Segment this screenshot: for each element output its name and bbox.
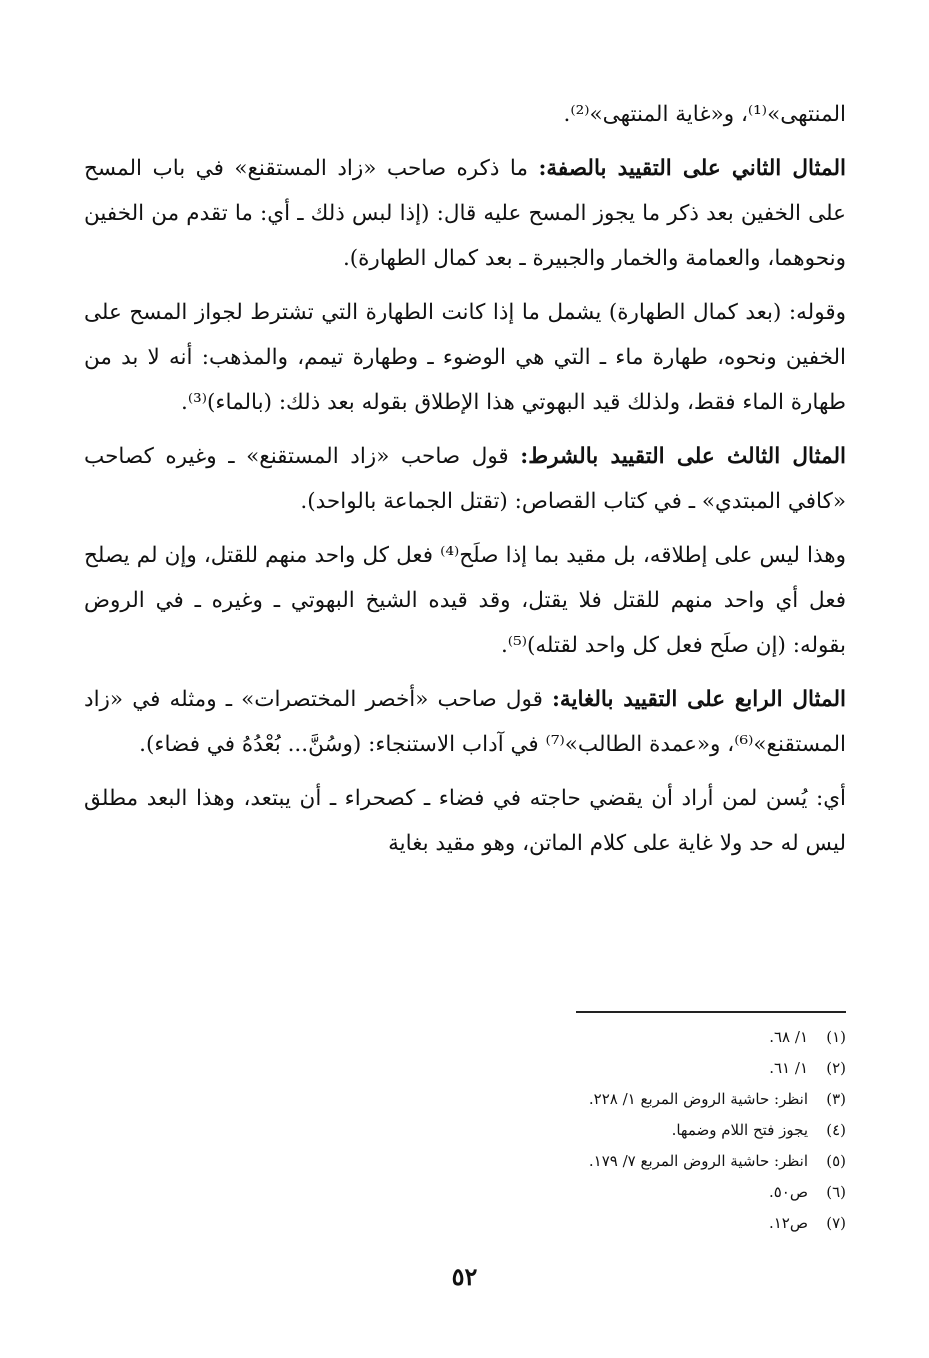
footnote-number: (٣) (826, 1090, 846, 1108)
footnote-number: (٧) (826, 1214, 846, 1232)
paragraph-1-text: المنتهى»⁽¹⁾، و«غاية المنتهى»⁽²⁾. (563, 102, 846, 127)
footnote-7 (396, 1208, 846, 1239)
page-number: ٥٢ (451, 1262, 478, 1291)
footnote-text: انظر: حاشية الروض المربع ٧/ ١٧٩. (588, 1152, 808, 1170)
paragraph-3-text: وقوله: (بعد كمال الطهارة) يشمل ما إذا كانت الطهارة التي تشترط لجواز المسح على الخفين ونحوه، طهارة ماء ـ التي هي الوضوء ـ وطهارة تيمم، والمذهب: أنه لا بد من طهارة الماء فقط، ولذلك قيد البهوتي هذا الإطلاق بقوله بعد ذلك: (بالماء)⁽³⁾. (84, 300, 846, 415)
paragraph-7 (84, 776, 846, 866)
footnote-1 (396, 1022, 846, 1053)
paragraph-6 (84, 677, 846, 767)
footnote-number: (٤) (826, 1121, 846, 1139)
footnote-2 (396, 1053, 846, 1084)
main-text (84, 92, 846, 875)
footnote-6 (396, 1177, 846, 1208)
footnote-text: ص١٢. (768, 1214, 808, 1232)
footnote-4 (396, 1115, 846, 1146)
paragraph-5-text: وهذا ليس على إطلاقه، بل مقيد بما إذا صلَح⁽⁴⁾ فعل كل واحد منهم للقتل، وإن لم يصلح فعل أي واحد منهم للقتل فلا يقتل، وقد قيده الشيخ البهوتي ـ وغيره ـ في الروض بقوله: (إن صلَح فعل كل واحد لقتله)⁽⁵⁾. (84, 543, 846, 658)
paragraph-6-text: قول صاحب «أخصر المختصرات» ـ ومثله في «زاد المستقنع»⁽⁶⁾، و«عمدة الطالب»⁽⁷⁾ في آداب الاستنجاء: (وسُنَّ... بُعْدُهُ في فضاء). (84, 687, 846, 757)
paragraph-7-text: أي: يُسن لمن أراد أن يقضي حاجته في فضاء ـ كصحراء ـ أن يبتعد، وهذا البعد مطلق ليس له حد ولا غاية على كلام الماتن، وهو مقيد بغاية (84, 786, 846, 856)
footnote-3 (396, 1084, 846, 1115)
paragraph-3 (84, 290, 846, 425)
paragraph-6-heading: المثال الرابع على التقييد بالغاية: (552, 687, 846, 712)
paragraph-2-heading: المثال الثاني على التقييد بالصفة: (538, 156, 846, 181)
footnote-text: انظر: حاشية الروض المربع ١/ ٢٢٨. (588, 1090, 808, 1108)
paragraph-4-text: قول صاحب «زاد المستقنع» ـ وغيره كصاحب «كافي المبتدي» ـ في كتاب القصاص: (تقتل الجماعة بالواحد). (84, 444, 846, 514)
footnotes (396, 1022, 846, 1239)
paragraph-4-heading: المثال الثالث على التقييد بالشرط: (520, 444, 847, 469)
footnote-text: يجوز فتح اللام وضمها. (671, 1121, 808, 1139)
footnote-separator (576, 1011, 846, 1013)
footnote-number: (٥) (826, 1152, 846, 1170)
paragraph-1 (84, 92, 846, 137)
footnote-number: (١) (826, 1028, 846, 1046)
footnote-5 (396, 1146, 846, 1177)
footnote-text: ص٥٠. (768, 1183, 808, 1201)
footnote-text: ١/ ٦١. (769, 1059, 808, 1077)
footnote-number: (٦) (826, 1183, 846, 1201)
paragraph-5 (84, 533, 846, 668)
paragraph-2-text: ما ذكره صاحب «زاد المستقنع» في باب المسح على الخفين بعد ذكر ما يجوز المسح عليه قال: (إذا لبس ذلك ـ أي: ما تقدم من الخفين ونحوهما، والعمامة والخمار والجبيرة ـ بعد كمال الطهارة). (84, 156, 846, 271)
footnote-number: (٢) (826, 1059, 846, 1077)
paragraph-4 (84, 434, 846, 524)
paragraph-2 (84, 146, 846, 281)
footnote-text: ١/ ٦٨. (769, 1028, 808, 1046)
